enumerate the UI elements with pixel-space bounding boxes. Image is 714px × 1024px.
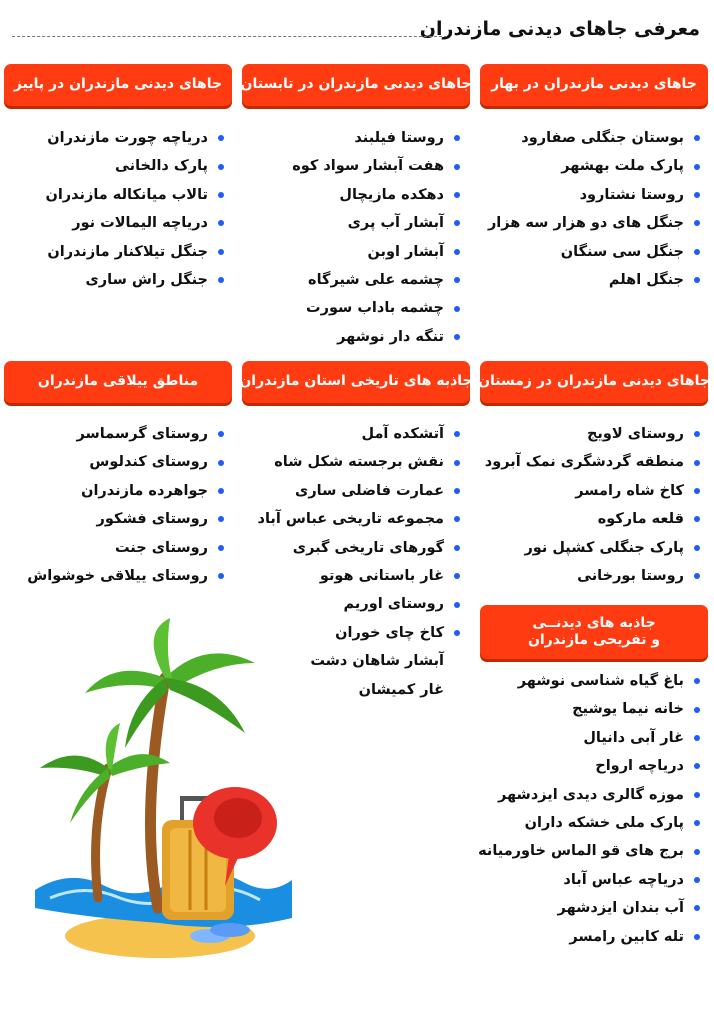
list-item: جنگل تیلاکنار مازندران	[45, 238, 224, 266]
bullet-icon	[694, 820, 700, 826]
list-item: پارک جنگلی کشپل نور	[485, 534, 700, 562]
section-header-label: جاهای دیدنی مازندران در تابستان	[240, 76, 472, 93]
beach-illustration	[30, 618, 300, 963]
list-item: روستای ییلاقی خوشواش	[27, 562, 224, 590]
list-item: روستای لاویج	[485, 420, 700, 448]
list-item: عمارت فاضلی ساری	[258, 477, 460, 505]
list-item: روستای اوریم	[258, 590, 460, 618]
bullet-icon	[454, 488, 460, 494]
list-item: روستا نشتارود	[488, 181, 700, 209]
list-item: برج های قو الماس خاورمیانه	[478, 837, 700, 865]
bullet-icon	[454, 431, 460, 437]
list-item: تالاب میانکاله مازندران	[45, 181, 224, 209]
bullet-icon	[454, 460, 460, 466]
bullet-icon	[694, 735, 700, 741]
list-item: آبشار آب پری	[292, 209, 460, 237]
section-header-label: جاهای دیدنی مازندران در بهار	[491, 76, 697, 93]
bullet-icon	[694, 763, 700, 769]
list-attractions	[478, 667, 700, 951]
page-title: معرفی جاهای دیدنی مازندران	[419, 18, 700, 40]
bullet-icon	[218, 192, 224, 198]
list-item: باغ گیاه شناسی نوشهر	[478, 667, 700, 695]
bullet-icon	[454, 220, 460, 226]
list-item: آبشار اوبن	[292, 238, 460, 266]
bullet-icon	[218, 516, 224, 522]
list-item: جنگل های دو هزار سه هزار	[488, 209, 700, 237]
list-item: جواهرده مازندران	[27, 477, 224, 505]
bullet-icon	[454, 277, 460, 283]
list-winter	[485, 420, 700, 590]
bullet-icon	[454, 516, 460, 522]
list-item: روستای گرسماسر	[27, 420, 224, 448]
list-item: بوستان جنگلی صفارود	[488, 124, 700, 152]
list-item: نقش برجسته شکل شاه	[258, 448, 460, 476]
bullet-icon	[454, 249, 460, 255]
list-spring	[488, 124, 700, 294]
bullet-icon	[694, 545, 700, 551]
list-item: کاخ چای خوران	[258, 619, 460, 647]
bullet-icon	[694, 135, 700, 141]
list-item: دریاچه الیمالات نور	[45, 209, 224, 237]
section-header-label: جاذبه های تاریخی استان مازندران	[239, 373, 473, 390]
bullet-icon	[694, 678, 700, 684]
bullet-icon	[454, 602, 460, 608]
section-header-summer-areas	[4, 361, 232, 403]
section-header-historic	[239, 361, 473, 403]
list-item: روستای فشکور	[27, 505, 224, 533]
section-header-autumn	[4, 64, 232, 106]
list-item: مجموعه تاریخی عباس آباد	[258, 505, 460, 533]
list-item: پارک دالخانی	[45, 152, 224, 180]
bullet-icon	[694, 877, 700, 883]
bullet-icon	[694, 249, 700, 255]
bullet-icon	[694, 934, 700, 940]
section-header-spring	[480, 64, 708, 106]
list-item: دریاچه ارواح	[478, 752, 700, 780]
list-item: غار باستانی هوتو	[258, 562, 460, 590]
bullet-icon	[218, 545, 224, 551]
section-header-attractions	[480, 605, 708, 659]
list-item: گورهای تاریخی گبری	[258, 534, 460, 562]
bullet-icon	[218, 249, 224, 255]
list-item: غار کمیشان	[358, 681, 444, 698]
list-item: قلعه مارکوه	[485, 505, 700, 533]
list-item: آبشار شاهان دشت	[310, 653, 444, 670]
list-item: منطقه گردشگری نمک آبرود	[485, 448, 700, 476]
list-item: روستا فیلبند	[292, 124, 460, 152]
list-item: دریاچه چورت مازندران	[45, 124, 224, 152]
list-item: چشمه علی شیرگاه	[292, 266, 460, 294]
bullet-icon	[218, 220, 224, 226]
list-item: هفت آبشار سواد کوه	[292, 152, 460, 180]
bullet-icon	[218, 573, 224, 579]
list-item: جنگل راش ساری	[45, 266, 224, 294]
list-item: روستای کندلوس	[27, 448, 224, 476]
bullet-icon	[694, 573, 700, 579]
bullet-icon	[454, 306, 460, 312]
list-item: روستا بورخانی	[485, 562, 700, 590]
bullet-icon	[454, 630, 460, 636]
list-item: آب بندان ایزدشهر	[478, 894, 700, 922]
list-item: تنگه دار نوشهر	[292, 323, 460, 351]
bullet-icon	[694, 516, 700, 522]
section-header-label: جاهای دیدنی مازندران در پاییز	[13, 76, 223, 93]
bullet-icon	[454, 135, 460, 141]
section-header-winter	[480, 361, 708, 403]
list-item: پارک ملت بهشهر	[488, 152, 700, 180]
bullet-icon	[694, 707, 700, 713]
list-item: دهکده مازیچال	[292, 181, 460, 209]
section-header-label: جاذبه های دیدنــی	[532, 614, 656, 631]
list-summer	[292, 124, 460, 351]
list-autumn	[45, 124, 224, 294]
bullet-icon	[454, 164, 460, 170]
bullet-icon	[454, 192, 460, 198]
bullet-icon	[694, 849, 700, 855]
list-item: جنگل اهلم	[488, 266, 700, 294]
section-header-label: جاهای دیدنی مازندران در زمستان	[478, 373, 710, 390]
list-item: تله کابین رامسر	[478, 923, 700, 951]
bullet-icon	[218, 488, 224, 494]
bullet-icon	[694, 192, 700, 198]
list-item: خانه نیما یوشیج	[478, 695, 700, 723]
bullet-icon	[694, 460, 700, 466]
bullet-icon	[694, 277, 700, 283]
bullet-icon	[694, 792, 700, 798]
list-item: چشمه باداب سورت	[292, 294, 460, 322]
bullet-icon	[218, 164, 224, 170]
section-header-label: و تفریحی مازندران	[527, 632, 661, 648]
bullet-icon	[694, 220, 700, 226]
bullet-icon	[218, 277, 224, 283]
section-header-summer	[242, 64, 470, 106]
bullet-icon	[694, 164, 700, 170]
bullet-icon	[694, 431, 700, 437]
bullet-icon	[694, 488, 700, 494]
list-item: غار آبی دانیال	[478, 724, 700, 752]
bullet-icon	[218, 431, 224, 437]
title-divider	[12, 36, 447, 37]
list-item: کاخ شاه رامسر	[485, 477, 700, 505]
bullet-icon	[454, 545, 460, 551]
bullet-icon	[218, 135, 224, 141]
list-item: دریاچه عباس آباد	[478, 866, 700, 894]
list-summer-areas	[27, 420, 224, 590]
list-item: پارک ملی خشکه داران	[478, 809, 700, 837]
list-item: جنگل سی سنگان	[488, 238, 700, 266]
bullet-icon	[454, 573, 460, 579]
bullet-icon	[694, 905, 700, 911]
bullet-icon	[218, 460, 224, 466]
list-item: آتشکده آمل	[258, 420, 460, 448]
section-header-label: مناطق ییلاقی مازندران	[37, 373, 199, 390]
bullet-icon	[454, 334, 460, 340]
list-item: موزه گالری دیدی ایزدشهر	[478, 781, 700, 809]
list-item: روستای جنت	[27, 534, 224, 562]
